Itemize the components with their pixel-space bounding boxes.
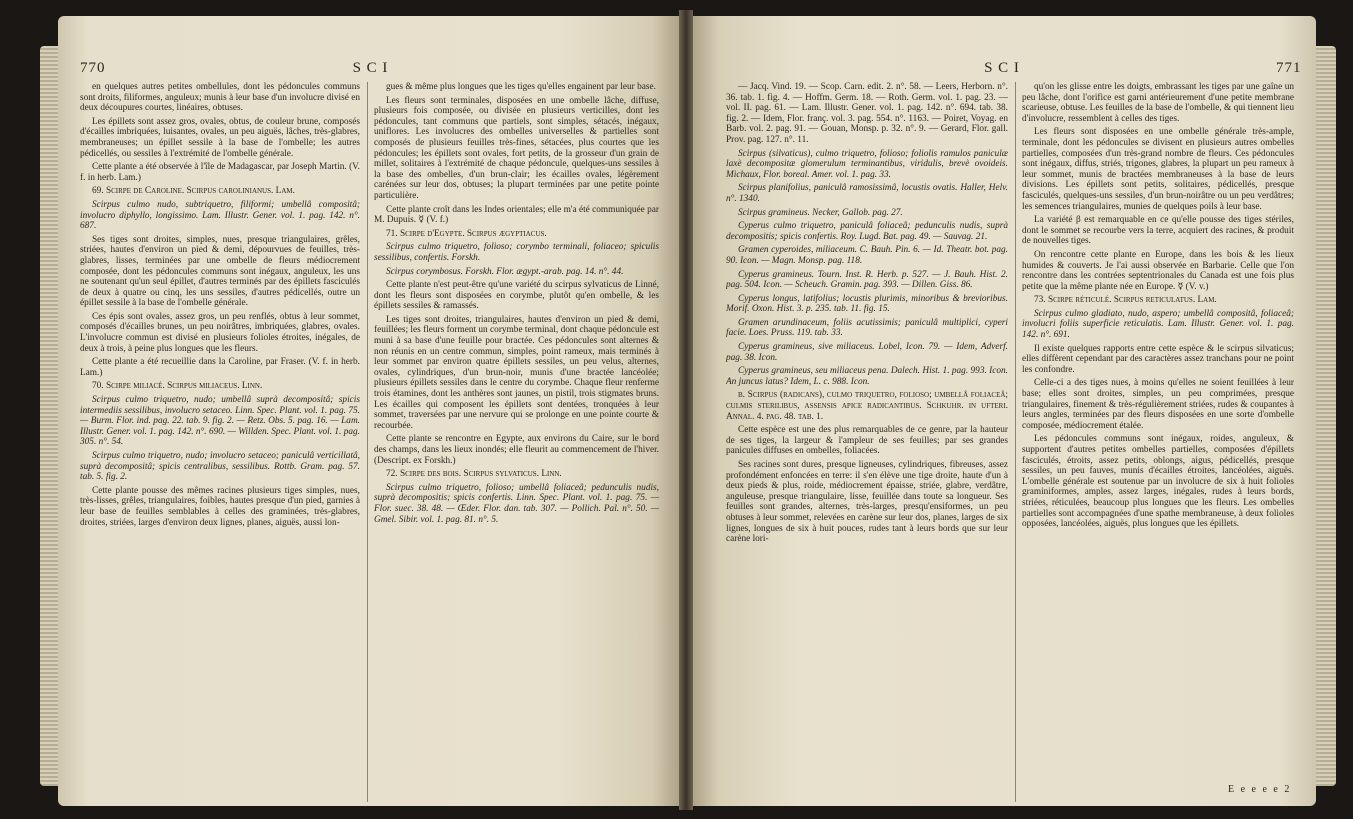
right-running-head-text: S C I bbox=[984, 60, 1020, 76]
paragraph: qu'on les glisse entre les doigts, embrassant les tiges par une gaîne un peu lâche, dont l'orifice est garni antérieurement d'une petite membrane scarieuse, obtuse. Les feuilles de la base de l'ombelle, & qui tiennent lieu d'involucre, ressemblent à celles des tiges. bbox=[1022, 82, 1294, 124]
left-column-rule bbox=[367, 82, 368, 802]
paragraph: Scirpus (silvaticus), culmo triquetro, folioso; foliolis ramulos paniculæ laxè decompositæ glomerulum terminantibus, viridulis, brevè ovoideis. Michaux, Flor. boreal. Amer. vol. 1. pag. 33. bbox=[726, 148, 1008, 180]
paragraph: Ses tiges sont droites, simples, nues, presque triangulaires, grêles, striées, hautes d'environ un pied & demi, dépourvues de feuilles, très-glabres, lisses, terminées par une ombelle de fleurs médiocrement composée, dont les pédoncules communs sont inégaux, anguleux, les uns ne soutenant qu'un seul épillet, d'autres terminés par des épillets fasciculés de deux à quatre ou cinq, les uns sessiles, d'autres pédicellés, outre un épillet sessile à la base de l'ombelle générale. bbox=[80, 234, 360, 309]
open-book bbox=[58, 6, 1316, 812]
paragraph: Cette plante croît dans les Indes orientales; elle m'a été communiquée par M. Dupuis. ☿ (V. f.) bbox=[374, 204, 659, 226]
paragraph: Cette plante pousse des mêmes racines plusieurs tiges simples, nues, très-lisses, grêles, triangulaires, foibles, hautes presque d'un pied, garnies à leur base de feuilles semblables à celles des graminées, très-glabres, droites, striées, larges d'environ deux lignes, planes, aiguës, aussi lon- bbox=[80, 485, 360, 528]
left-running-head bbox=[58, 60, 683, 77]
paragraph: On rencontre cette plante en Europe, dans les bois & les lieux humides & couverts. Je l'ai aussi observée en Barbarie. Celle que l'on rencontre dans les contrées septentrionales du Canada est une fois plus petite que la même plante née en Europe. ☿ (V. v.) bbox=[1022, 249, 1294, 292]
paragraph: Scirpus planifolius, paniculâ ramosissimâ, locustis ovatis. Haller, Helv. n°. 1340. bbox=[726, 183, 1008, 204]
paragraph: Cyperus gramineus, seu miliaceus pena. Dalech. Hist. 1. pag. 993. Icon. An juncus latus? Idem, L. c. 988. Icon. bbox=[726, 366, 1008, 387]
paragraph: Cette plante a été recueillie dans la Caroline, par Fraser. (V. f. in herb. Lam.) bbox=[80, 357, 360, 378]
paragraph: 72. Scirpe des bois. Scirpus sylvaticus. Linn. bbox=[386, 469, 562, 480]
book-gutter bbox=[679, 10, 693, 810]
signature-mark: E e e e e 2 bbox=[1228, 784, 1292, 795]
paragraph: 69. Scirpe de Caroline. Scirpus carolinianus. Lam. bbox=[92, 186, 295, 197]
paragraph: en quelques autres petites ombellules, dont les pédoncules communs sont droits, filiformes, anguleux; munis à leur base d'un involucre divisé en deux découpures courtes, linéaires, obtuses. bbox=[80, 82, 360, 114]
paragraph: Les fleurs sont disposées en une ombelle générale très-ample, terminale, dont les pédoncules se divisent en plusieurs autres ombelles partielles, composées d'un très-grand nombre de fleurs. Ces pédoncules sont inégaux, diffus, striés, trigones, glabres, la plupart un peu rameux à leur sommet, munis de bractées membraneuses à la base de leurs divisions. Les épillets sont petits, solitaires, pédicellés, presque fasciculés, quelques-uns sessiles, d'un brun-noirâtre ou un peu verdâtres; les semences triangulaires, munies de quelques poils à leur base. bbox=[1022, 127, 1294, 212]
left-column-2 bbox=[374, 82, 659, 797]
paragraph: Scirpus culmo triquetro, folioso; umbellâ foliaceâ; pedunculis nudis, suprà decompositis; spicis confertis. Linn. Spec. Plant. vol. 1. pag. 75. — Flor. suec. 38. 48. — Œder. Flor. dan. tab. 307. — Pollich. Pal. n°. 50. — Gmel. Sibir. vol. 1. pag. 81. n°. 5. bbox=[374, 482, 659, 525]
paragraph: — Jacq. Vind. 19. — Scop. Carn. edit. 2. n°. 58. — Leers, Herborn. n°. 36. tab. 1. fig. 4. — Hoffm. Germ. 18. — Roth. Germ. vol. 1. pag. 23. — vol. II. pag. 61. — Lam. Illustr. Gener. vol. 1. pag. 142. n°. 694. tab. 38. fig. 2. — Idem, Flor. franç. vol. 3. pag. 554. n°. 1163. — Poiret, Voyag. en Barb. vol. 2. pag. 91. — Gouan, Monsp. p. 32. n°. 9. — Gerard, Flor. gall. Prov. pag. 127. n°. 11. bbox=[726, 82, 1008, 145]
paragraph: Scirpus culmo triquetro, nudo; umbellâ suprà decompositâ; spicis intermediis sessilibus, involucro setaceo. Linn. Spec. Plant. vol. 1. pag. 75. — Burm. Flor. ind. pag. 22. tab. 9. fig. 2. — Retz. Obs. 5. pag. 16. — Lam. Illustr. Gener. vol. 1. pag. 142. n°. 690. — Willden. Spec. Plant. vol. 1. pag. 305. n°. 54. bbox=[80, 395, 360, 448]
paragraph: Les pédoncules communs sont inégaux, roides, anguleux, & supportent d'autres petites ombelles partielles, composées d'épillets fasciculés, étroits, assez petits, oblongs, aigus, pédicellés, presque sessiles, un peu fauves, munis d'écailles étroites, lancéolées, aiguës. L'ombelle générale est soutenue par un involucre de six à huit folioles graminiformes, amples, assez larges, inégales, rudes à leurs bords, striées, réticulées, beaucoup plus longues que les fleurs. Les ombelles partielles sont accompagnées d'une spathe membraneuse, à deux folioles opposées, lancéolées, aiguës, plus longues que les épillets. bbox=[1022, 434, 1294, 530]
left-running-head-text: S C I bbox=[352, 60, 389, 76]
paragraph: Scirpus corymbosus. Forskh. Flor. ægypt.-arab. pag. 14. n°. 44. bbox=[386, 266, 624, 277]
paragraph: 70. Scirpe miliacé. Scirpus miliaceus. Linn. bbox=[92, 381, 263, 392]
right-column-rule bbox=[1015, 82, 1016, 802]
paragraph: La variété β est remarquable en ce qu'elle pousse des tiges stériles, dont le sommet se recourbe vers la terre, acquiert des racines, & produit de nouvelles tiges. bbox=[1022, 215, 1294, 247]
paragraph: Il existe quelques rapports entre cette espèce & le scirpus silvaticus; elles diffèrent cependant par des caractères assez tranchans pour ne point les confondre. bbox=[1022, 343, 1294, 375]
paragraph: β. Scirpus (radicans), culmo triquetro, folioso; umbellâ foliaceâ; culmis sterilibus, assensis apice radicantibus. Schkuhr. in ufteri. Annal. 4. pag. 48. tab. 1. bbox=[726, 390, 1008, 422]
paragraph: Scirpus culmo nudo, subtriquetro, filiformi; umbellâ compositâ; involucro diphyllo, longissimo. Lam. Illustr. Gener. vol. 1. pag. 142. n°. 687. bbox=[80, 199, 360, 232]
paragraph: Scirpus culmo gladiato, nudo, aspero; umbellâ compositâ, foliaceâ; involucri foliis superficie reticulatis. Lam. Illustr. Gener. vol. 1. pag. 142. n°. 691. bbox=[1022, 308, 1294, 341]
paragraph: Les fleurs sont terminales, disposées en une ombelle lâche, diffuse, plusieurs fois composée, ou divisée en plusieurs verticilles, dont les pédoncules, tant communs que partiels, sont simples, sétacés, inégaux, uniflores. Les involucres des ombelles universelles & partielles sont composés de plusieurs feuilles très-fines, sétacées, plus courtes que les pédoncules; les épillets sont ovales, fort petits, de la grosseur d'un grain de millet, solitaires à l'extrémité de chaque pédoncule, quelques-uns sessiles à la base des ombelles, d'un brun-clair; les écailles ovales, légèrement carénées sur leur dos, obtuses; la plupart terminées par une petite pointe particulière. bbox=[374, 95, 659, 201]
right-column-2 bbox=[1022, 82, 1294, 772]
paragraph: Gramen arundinaceum, foliis acutissimis; paniculâ multiplici, cyperi facie. Loes. Pruss. 119. tab. 33. bbox=[726, 317, 1008, 339]
paragraph: Ces épis sont ovales, assez gros, un peu renflés, obtus à leur sommet, composés d'écailles brunes, un peu noirâtres, imbriquées, glabres, ovales. L'involucre commun est divisé en plusieurs folioles étroites, inégales, de deux à trois, à peine plus longues que les fleurs. bbox=[80, 311, 360, 354]
paragraph: Cette espèce est une des plus remarquables de ce genre, par la hauteur de ses tiges, la largeur & l'ampleur de ses feuilles; par ses grandes panicules diffuses en ombelles, foliacées. bbox=[726, 425, 1008, 457]
paragraph: Scirpus culmo triquetro, nudo; involucro setaceo; paniculâ verticillatâ, suprà decompositâ; spicis centralibus, sessilibus. Rottb. Gram. pag. 57. tab. 5. fig. 2. bbox=[80, 451, 360, 483]
paragraph: Cyperus culmo triquetro, paniculâ foliaceâ; pedunculis nudis, suprà decompositis; spicis confertis. Roy. Lugd. Bat. pag. 49. — Sauvag. 21. bbox=[726, 221, 1008, 242]
paragraph: Cette plante n'est peut-être qu'une variété du scirpus sylvaticus de Linné, dont les fleurs sont disposées en corymbe, plutôt qu'en ombelle, & les épillets sessiles & ramassés. bbox=[374, 280, 659, 312]
paragraph: Gramen cyperoides, miliaceum. C. Bauh. Pin. 6. — Id. Theatr. bot. pag. 90. Icon. — Magn. Monsp. pag. 118. bbox=[726, 245, 1008, 266]
paragraph: Cette plante se rencontre en Egypte, aux environs du Caire, sur le bord des champs, dans les lieux inondés; elle fleurit au commencement de l'hiver. (Descript. ex Forskh.) bbox=[374, 434, 659, 466]
paragraph: Cyperus gramineus. Tourn. Inst. R. Herb. p. 527. — J. Bauh. Hist. 2. pag. 504. Icon. — Scheuch. Gramin. pag. 393. — Dillen. Giss. 86. bbox=[726, 269, 1008, 291]
left-page-number: 770 bbox=[80, 60, 106, 76]
paragraph: 73. Scirpe réticulé. Scirpus reticulatus. Lam. bbox=[1034, 295, 1217, 306]
paragraph: Cyperus gramineus, sive miliaceus. Lobel, Icon. 79. — Idem, Adverf. pag. 38. Icon. bbox=[726, 342, 1008, 363]
right-running-head bbox=[688, 60, 1316, 77]
paragraph: Scirpus culmo triquetro, folioso; corymbo terminali, foliaceo; spiculis sessilibus, confertis. Forskh. bbox=[374, 242, 659, 263]
paragraph: Les tiges sont droites, triangulaires, hautes d'environ un pied & demi, feuillées; les fleurs forment un corymbe terminal, dont chaque pédoncule est muni à sa base d'une feuille pour bractée. Ces pédoncules sont alternes & non réunis en un centre commun, simples, point rameux, mais terminés à leur sommet par environ quatre épillets sessiles, un peu velus, alternes, ovales, cylindriques, d'un brun-noir, munis d'une bractée lancéolée; plusieurs épillets sessiles dans le centre du corymbe. Chaque fleur renferme trois étamines, dont les anthères sont jaunes, un pistil, trois stigmates bruns. Les écailles qui composent les épillets sont dentées, tronquées à leur sommet, traversées par une nervure qui se prolonge en une pointe courte & recourbée. bbox=[374, 314, 659, 431]
paragraph: gues & même plus longues que les tiges qu'elles engainent par leur base. bbox=[386, 82, 656, 92]
paragraph: Scirpus gramineus. Necker, Gallob. pag. 27. bbox=[738, 207, 903, 218]
left-page bbox=[58, 16, 683, 806]
right-page bbox=[688, 16, 1316, 806]
paragraph: Ses racines sont dures, presque ligneuses, cylindriques, fibreuses, assez profondément enfoncées en terre: il s'en élève une tige droite, haute d'un à deux pieds & plus, roide, médiocrement épaisse, striée, glabre, verdâtre, anguleuse, presque triangulaire, lisse, feuillée dans toute sa longueur. Ses feuilles sont grandes, alternes, très-larges, presqu'ensiformes, un peu obtuses à leur sommet, relevées en carène sur leur dos, planes, larges de six lignes, longues de six à huit pouces, rudes tant à leurs bords que sur leur carène lori- bbox=[726, 460, 1008, 545]
right-page-number: 771 bbox=[1276, 60, 1302, 76]
left-column-1 bbox=[80, 82, 360, 797]
right-column-1 bbox=[726, 82, 1008, 797]
paragraph: 71. Scirpe d'Egypte. Scirpus ægyptiacus. bbox=[386, 228, 547, 239]
paragraph: Cyperus longus, latifolius; locustis plurimis, minoribus & brevioribus. Morif. Oxon. Hist. 3. p. 235. tab. 11. fig. 15. bbox=[726, 293, 1008, 315]
paragraph: Les épillets sont assez gros, ovales, obtus, de couleur brune, composés d'écailles imbriquées, luisantes, ovales, un peu aiguës, lâches, très-glabres, membraneuses; un épillet sessile à la base de l'ombelle; les autres pédicellés, ou sessiles à l'extrémité de l'ombelle générale. bbox=[80, 116, 360, 159]
paragraph: Celle-ci a des tiges nues, à moins qu'elles ne soient feuillées à leur base; elles sont droites, simples, un peu comprimées, presque triangulaires, finement & très-régulièrement striées, rudes & coupantes à leurs angles, terminées par des fleurs disposées en une sorte d'ombelle composée, médiocrement étalée. bbox=[1022, 378, 1294, 431]
paragraph: Cette plante a été observée à l'île de Madagascar, par Joseph Martin. (V. f. in herb. Lam.) bbox=[80, 162, 360, 183]
